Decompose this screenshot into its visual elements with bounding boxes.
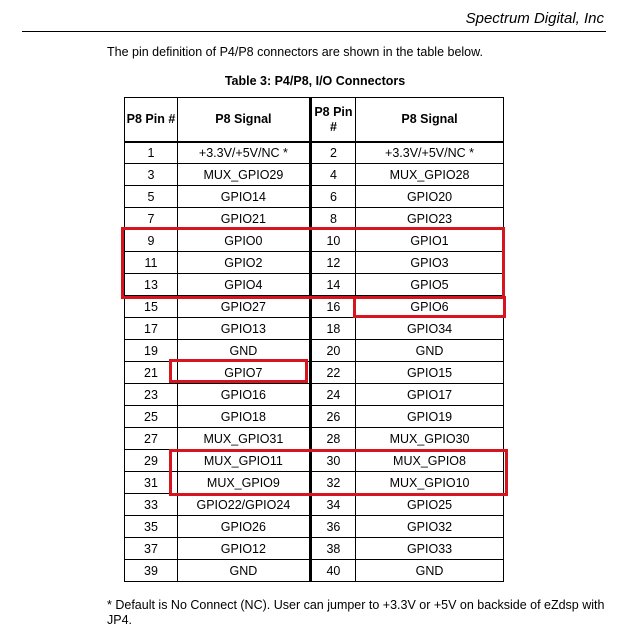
table-row — [125, 516, 504, 538]
table-row — [125, 494, 504, 516]
pin-number-cell: 23 — [125, 384, 178, 406]
table-caption: Table 3: P4/P8, I/O Connectors — [224, 74, 406, 88]
pin-number-cell: 8 — [310, 208, 355, 230]
pin-number-cell: 22 — [310, 362, 355, 384]
signal-cell: GPIO23 — [356, 208, 504, 230]
signal-cell: GPIO14 — [177, 186, 310, 208]
table-row — [125, 186, 504, 208]
signal-cell: GPIO26 — [177, 516, 310, 538]
signal-cell: GPIO32 — [356, 516, 504, 538]
pin-number-cell: 39 — [125, 560, 178, 582]
pin-number-cell: 14 — [310, 274, 355, 296]
signal-cell: GPIO6 — [356, 296, 504, 318]
table-row — [125, 538, 504, 560]
pin-number-cell: 29 — [125, 450, 178, 472]
column-header: P8 Signal — [177, 98, 310, 143]
signal-cell: MUX_GPIO9 — [177, 472, 310, 494]
signal-cell: GPIO13 — [177, 318, 310, 340]
table-row — [125, 384, 504, 406]
pin-number-cell: 16 — [310, 296, 355, 318]
signal-cell: GPIO4 — [177, 274, 310, 296]
pin-number-cell: 13 — [125, 274, 178, 296]
signal-cell: GPIO5 — [356, 274, 504, 296]
table-row — [125, 164, 504, 186]
table-row — [125, 296, 504, 318]
pin-number-cell: 38 — [310, 538, 355, 560]
signal-cell: GPIO15 — [356, 362, 504, 384]
pin-number-cell: 19 — [125, 340, 178, 362]
table-row — [125, 142, 504, 164]
column-header: P8 Pin # — [125, 98, 178, 143]
pin-number-cell: 34 — [310, 494, 355, 516]
table-row — [125, 230, 504, 252]
pin-number-cell: 9 — [125, 230, 178, 252]
pin-number-cell: 35 — [125, 516, 178, 538]
pin-table-body — [125, 142, 504, 582]
signal-cell: MUX_GPIO8 — [356, 450, 504, 472]
column-header: P8 Pin # — [310, 98, 355, 143]
pin-number-cell: 30 — [310, 450, 355, 472]
signal-cell: GPIO33 — [356, 538, 504, 560]
signal-cell: GND — [356, 340, 504, 362]
pin-number-cell: 27 — [125, 428, 178, 450]
pin-table — [124, 97, 504, 582]
signal-cell: GPIO17 — [356, 384, 504, 406]
pin-number-cell: 21 — [125, 362, 178, 384]
pin-number-cell: 6 — [310, 186, 355, 208]
table-row — [125, 274, 504, 296]
signal-cell: GPIO25 — [356, 494, 504, 516]
table-row — [125, 472, 504, 494]
signal-cell: GPIO2 — [177, 252, 310, 274]
pin-number-cell: 40 — [310, 560, 355, 582]
pin-number-cell: 24 — [310, 384, 355, 406]
signal-cell: GPIO27 — [177, 296, 310, 318]
signal-cell: MUX_GPIO28 — [356, 164, 504, 186]
signal-cell: MUX_GPIO30 — [356, 428, 504, 450]
pin-number-cell: 12 — [310, 252, 355, 274]
pin-number-cell: 2 — [310, 142, 355, 164]
pin-number-cell: 4 — [310, 164, 355, 186]
pin-number-cell: 3 — [125, 164, 178, 186]
footnote: * Default is No Connect (NC). User can jumper to +3.3V or +5V on backside of eZdsp with JP4. — [107, 598, 605, 627]
signal-cell: +3.3V/+5V/NC * — [356, 142, 504, 164]
pin-number-cell: 1 — [125, 142, 178, 164]
company-name: Spectrum Digital, Inc — [465, 10, 604, 27]
signal-cell: GPIO20 — [356, 186, 504, 208]
signal-cell: GPIO0 — [177, 230, 310, 252]
signal-cell: +3.3V/+5V/NC * — [177, 142, 310, 164]
pin-number-cell: 10 — [310, 230, 355, 252]
pin-number-cell: 31 — [125, 472, 178, 494]
signal-cell: MUX_GPIO11 — [177, 450, 310, 472]
header-rule — [22, 31, 606, 32]
table-row — [125, 252, 504, 274]
signal-cell: GPIO7 — [177, 362, 310, 384]
signal-cell: MUX_GPIO29 — [177, 164, 310, 186]
signal-cell: GPIO34 — [356, 318, 504, 340]
pin-number-cell: 33 — [125, 494, 178, 516]
pin-number-cell: 32 — [310, 472, 355, 494]
signal-cell: GPIO16 — [177, 384, 310, 406]
table-row — [125, 362, 504, 384]
signal-cell: GPIO18 — [177, 406, 310, 428]
signal-cell: MUX_GPIO31 — [177, 428, 310, 450]
table-row — [125, 340, 504, 362]
signal-cell: MUX_GPIO10 — [356, 472, 504, 494]
signal-cell: GPIO12 — [177, 538, 310, 560]
pin-number-cell: 17 — [125, 318, 178, 340]
table-header-row — [125, 98, 504, 143]
pin-number-cell: 28 — [310, 428, 355, 450]
signal-cell: GND — [177, 340, 310, 362]
signal-cell: GND — [356, 560, 504, 582]
pin-number-cell: 15 — [125, 296, 178, 318]
pin-number-cell: 26 — [310, 406, 355, 428]
signal-cell: GND — [177, 560, 310, 582]
column-header: P8 Signal — [356, 98, 504, 143]
table-row — [125, 450, 504, 472]
intro-text: The pin definition of P4/P8 connectors are shown in the table below. — [107, 45, 483, 59]
signal-cell: GPIO21 — [177, 208, 310, 230]
pin-number-cell: 7 — [125, 208, 178, 230]
signal-cell: GPIO22/GPIO24 — [177, 494, 310, 516]
pin-number-cell: 5 — [125, 186, 178, 208]
table-row — [125, 318, 504, 340]
pin-number-cell: 18 — [310, 318, 355, 340]
pin-number-cell: 20 — [310, 340, 355, 362]
table-row — [125, 428, 504, 450]
pin-number-cell: 25 — [125, 406, 178, 428]
table-row — [125, 406, 504, 428]
table-row — [125, 208, 504, 230]
signal-cell: GPIO19 — [356, 406, 504, 428]
signal-cell: GPIO3 — [356, 252, 504, 274]
pin-number-cell: 36 — [310, 516, 355, 538]
pin-number-cell: 11 — [125, 252, 178, 274]
table-row — [125, 560, 504, 582]
signal-cell: GPIO1 — [356, 230, 504, 252]
pin-number-cell: 37 — [125, 538, 178, 560]
